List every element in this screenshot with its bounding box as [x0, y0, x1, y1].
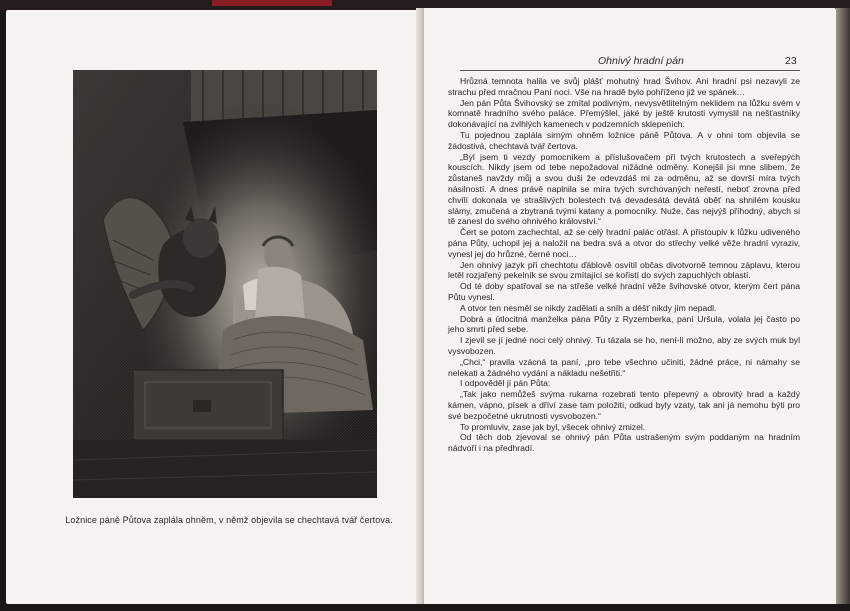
paragraph: A otvor ten nesměl se nikdy zadělati a sníh a déšť nikdy jím nepadl. [460, 302, 717, 313]
header-rule [460, 70, 800, 71]
running-head: Ohnivý hradní pán [598, 55, 684, 67]
paragraph: Jen pán Půta Švihovský se zmítal podivným, nevysvětlitelným neklidem na lůžku svém v komnatě hradního svého paláce. Přemýšlel, jaké by ještě krutosti vymyslil na nešťastníky dokonávající na zvlhlých kamenech v podzemních sklepeních. [448, 97, 800, 130]
scan-bottom-band [0, 604, 850, 611]
paragraph: „Byl jsem ti vezdy pomocníkem a příslušovačem při tvých krutostech a sveřepých kouscích. Nikdy jsem od tebe nepožadoval nižádné odměny. Konejšil jsi mne slibem, že zůstaneš navždy můj a svou duši že odevzdáš mi za odměnu, až se dovrší míra tvých násilností. A dnes právě naplnila se míra tvých svrchovaných neřestí, neboť zrovna před chvílí dokonala ve strašlivých bolestech tvá devadesátá devátá oběť na shnilém kousku slámy, zmučená a zbytraná tvými katany a pomocníky. Nuže, čas nejvýš příhodný, abych si tě zanesl do svého ohnivého království.“ [448, 151, 800, 227]
paragraph: „Chci,“ pravila vzácná ta paní, „pro tebe všechno učiniti, žádné práce, ni námahy se nelekati a žádného vydání a nákladu nešetřiti.“ [448, 356, 800, 378]
paragraph: To promluviv, zase jak byl, všecek ohnivý zmizel. [460, 421, 646, 432]
paragraph: Hrůzná temnota halila ve svůj plášť mohutný hrad Švihov. Ani hradní psi nezavyli ze strachu před mračnou Paní noci. Vše na hradě bylo pohříženo již ve spánek… [448, 76, 800, 97]
engraving-illustration [73, 70, 377, 498]
paragraph: „Tak jako nemůžeš svýma rukama rozebrati tento přepevný a obrovitý hrad a každý kámen, vápno, písek a dříví zase tam položiti, odkud byly vzaty, tak ani já nemohu býti pro své bezpočetné ukrutnosti vysvobozen.“ [448, 389, 800, 421]
paragraph: I zjevil se jí jedné noci celý ohnivý. Tu tázala se ho, není-li možno, aby ze svých muk byl vysvobozen. [448, 335, 800, 356]
book-edge-shadow [836, 8, 850, 608]
paragraph: I odpověděl jí pán Půta: [460, 378, 551, 389]
paragraph: Jen ohnivý jazyk při chechtotu ďáblově osvítil občas divotvorně temnou záplavu, kterou letěl rozjařený pekelník se svou zmítající se kořistí do svých zapuchlých oblastí. [448, 259, 800, 281]
red-bookmark-strip [212, 0, 332, 6]
devil-bedchamber-engraving [73, 70, 377, 498]
paragraph: Od té doby spatřoval se na střeše velké hradní věže švihovské otvor, kterým čert pána Půtu vynesl. [448, 281, 800, 302]
chapter-text [448, 76, 800, 454]
paragraph: Dobrá a útlocitná manželka pána Půty z Ryzemberka, paní Uršula, volala jej často po jeho smrti před sebe. [448, 313, 800, 335]
illustration-caption: Ložnice páně Půtova zaplála ohněm, v němž objevila se chechtavá tvář čertova. [65, 515, 393, 525]
left-page [6, 10, 420, 604]
paragraph: Čert se potom zachechtal, až se celý hradní palác otřásl. A přistoupiv k lůžku udiveného pána Půty, uchopil jej a naložil na bedra svá a otvor do střechy velké věže hradní vyraziv, vynesl jej do hrůzné, černé noci… [448, 227, 800, 259]
page-number: 23 [785, 55, 797, 67]
paragraph: Od těch dob zjevoval se ohnivý pán Půta ustrašeným svým poddaným na hradním nádvoří i na předhradí. [448, 432, 800, 454]
paragraph: Tu pojednou zaplála sirným ohněm ložnice páně Půtova. A v ohni tom objevila se žádostivá, chechtavá tvář čertova. [448, 129, 800, 151]
